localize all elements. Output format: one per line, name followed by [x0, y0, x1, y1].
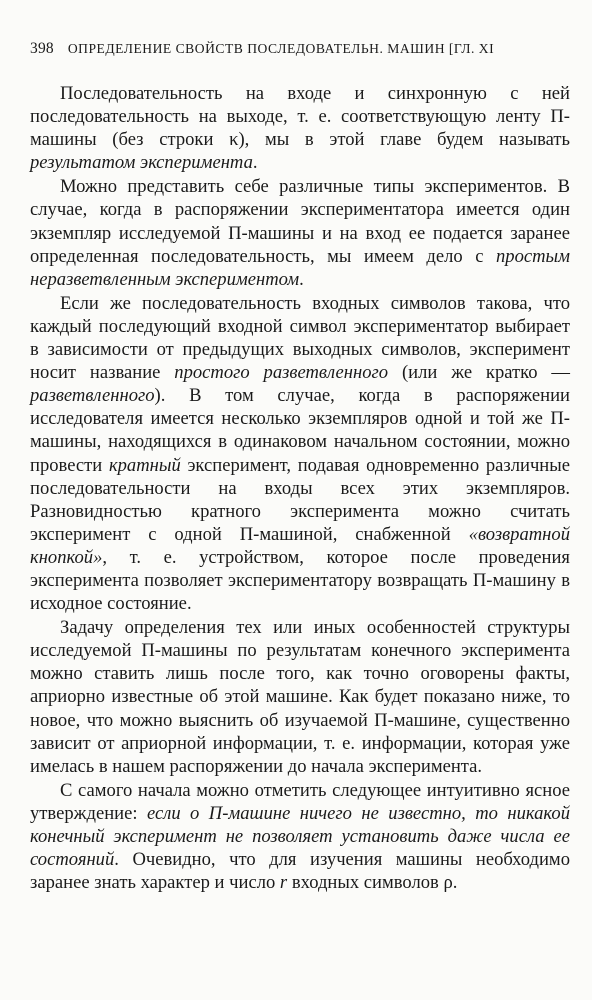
paragraph [30, 82, 570, 174]
text-run: . [252, 152, 258, 174]
paragraph [30, 779, 570, 894]
italic-term: r [279, 872, 288, 894]
text-run: ). В том случае, когда в распоряжении исследователя имеется несколько экземпляров одной и той же П-машины, находящихся в одинаковом начальном состоянии, можно провести [30, 385, 570, 476]
italic-term: разветвленного [30, 385, 155, 407]
text-run: . Очевидно, что для изучения машины необходимо заранее знать характер и число [30, 849, 570, 894]
page-header [30, 40, 570, 58]
text-run: , т. е. устройством, которое после проведения эксперимента позволяет экспериментатору возвращать П-машину в исходное состояние. [30, 546, 570, 615]
paragraph [30, 292, 570, 615]
text-run: . [299, 268, 304, 290]
paragraph [30, 175, 570, 290]
text-run: Можно представить себе различные типы экспериментов. В случае, когда в распоряжении экспериментатора имеется один экземпляр исследуемой П-машины и на вход ее подается заранее определенная последовательность, мы имеем дело с [30, 176, 570, 267]
text-run: (или же кратко — [388, 362, 571, 384]
text-run: С самого начала можно отметить следующее интуитивно ясное утверждение: [30, 779, 570, 824]
text-run: эксперимент, подавая одновременно различные последовательности на входы всех этих экземпляров. Разновидностью кратного эксперимента можно считать эксперимент с одной П-машиной, снабженной [30, 454, 570, 545]
page-number: 398 [30, 40, 54, 57]
text-run: Задачу определения тех или иных особенностей структуры исследуемой П-машины по результатам конечного эксперимента можно ставить лишь после того, как точно оговорены факты, априорно известные об этой машине. Как будет показано ниже, то новое, что можно выяснить об изучаемой П-машине, существенно зависит от априорной информации, т. е. информации, которая уже имелась в нашем распоряжении до начала эксперимента. [30, 617, 570, 777]
running-title: ОПРЕДЕЛЕНИЕ СВОЙСТВ ПОСЛЕДОВАТЕЛЬН. МАШИН [ГЛ. XI [67, 41, 495, 56]
italic-term: простого разветвленного [174, 362, 389, 384]
italic-term: кратный [108, 454, 181, 476]
italic-term: простым неразветвленным экспериментом [30, 245, 570, 290]
italic-term: если о П-машине ничего не известно, то никакой конечный эксперимент не позволяет установить даже числа ее состояний [30, 802, 571, 871]
body-text [30, 82, 570, 894]
paragraph [30, 616, 570, 778]
text-run: входных символов ρ. [287, 872, 458, 894]
italic-term: «возвратной кнопкой» [30, 523, 570, 568]
italic-term: результатом эксперимента [30, 152, 253, 174]
text-run: Последовательность на входе и синхронную с ней последовательность на выходе, т. е. соответствующую ленту П-машины (без строки κ), мы в этой главе будем называть [30, 83, 570, 151]
text-run: Если же последовательность входных символов такова, что каждый последующий входной символ экспериментатор выбирает в зависимости от предыдущих выходных символов, эксперимент носит название [30, 292, 570, 384]
